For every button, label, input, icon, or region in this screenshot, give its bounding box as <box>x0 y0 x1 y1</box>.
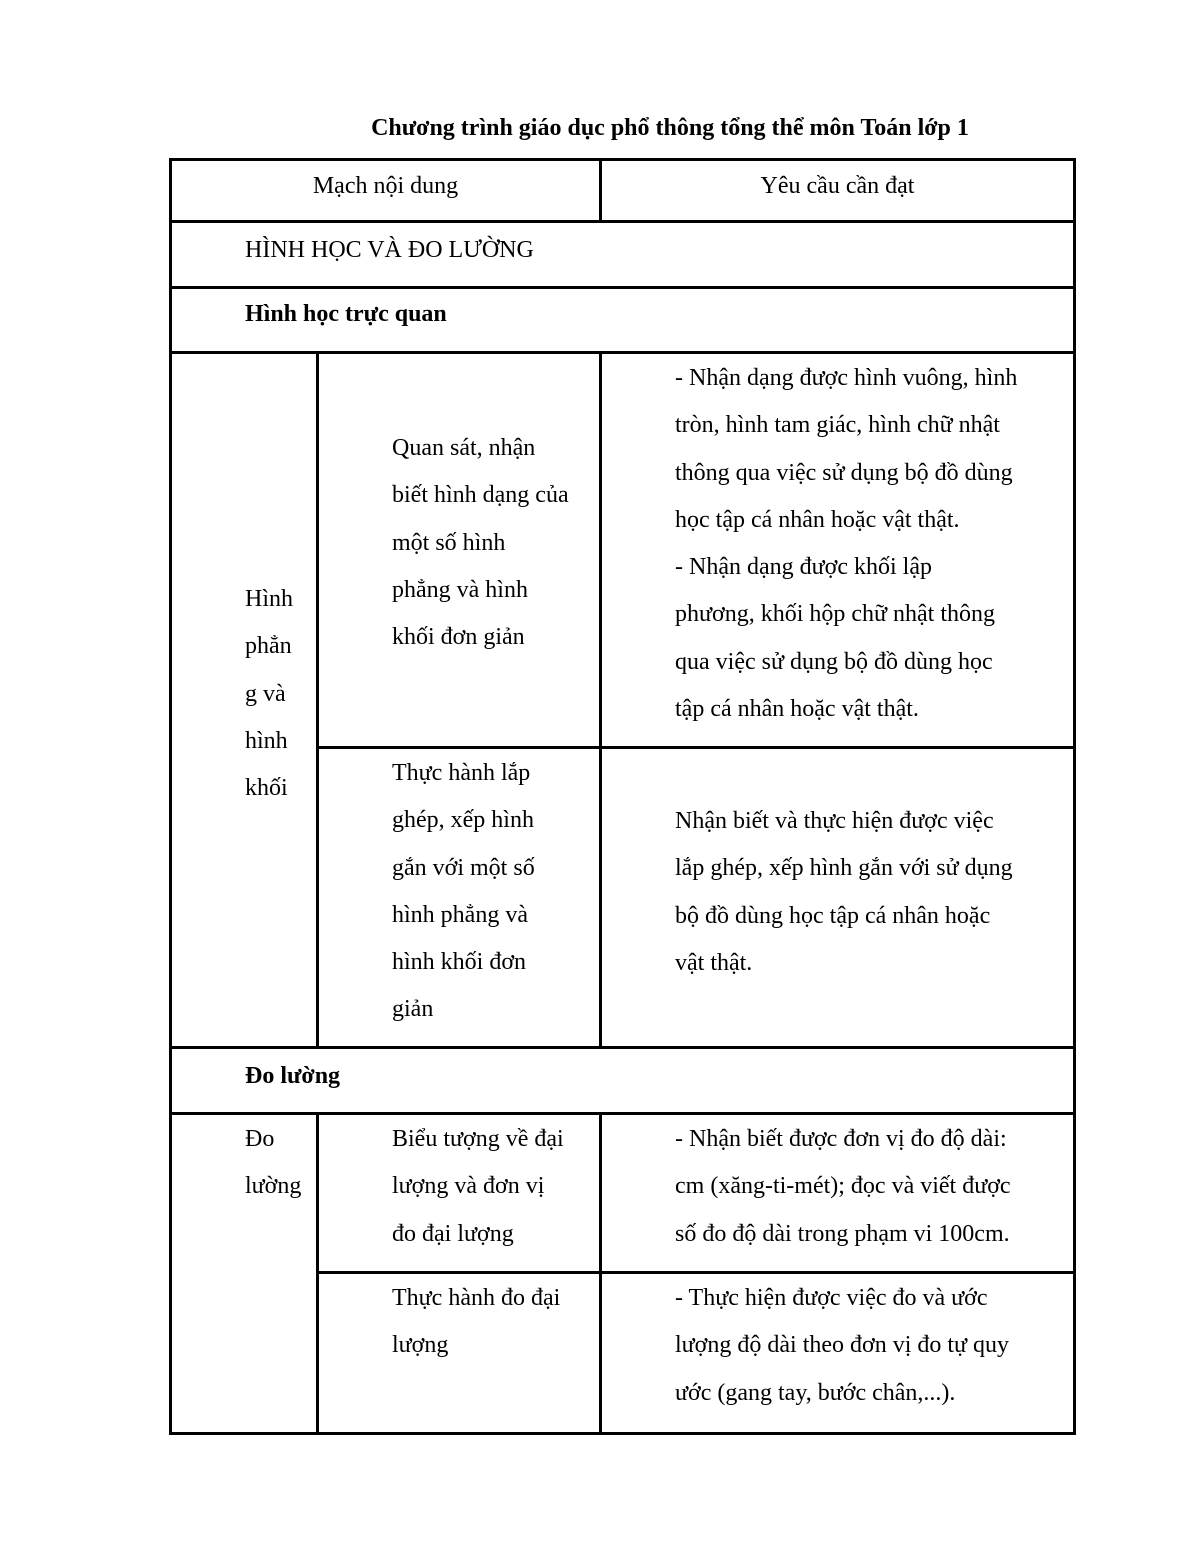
content-line: hình phẳng và <box>392 901 528 928</box>
section-title: HÌNH HỌC VÀ ĐO LƯỜNG <box>245 237 534 263</box>
topic-cell-measurement <box>245 1116 301 1211</box>
content-line: Quan sát, nhận <box>392 435 536 461</box>
requirement-line: - Nhận biết được đơn vị đo độ dài: <box>675 1126 1007 1152</box>
requirement-line: - Nhận dạng được hình vuông, hình <box>675 365 1018 391</box>
requirement-line: bộ đồ dùng học tập cá nhân hoặc <box>675 902 991 929</box>
requirement-line: ước (gang tay, bước chân,...). <box>675 1379 956 1406</box>
content-line: lượng <box>392 1332 449 1359</box>
group2-row-divider <box>316 1271 1076 1274</box>
requirement-line: lắp ghép, xếp hình gắn với sử dụng <box>675 855 1013 882</box>
group1-column-divider <box>599 351 602 1049</box>
header-content-strand: Mạch nội dung <box>312 173 459 199</box>
content-line: biết hình dạng của <box>392 482 569 509</box>
content-line: Thực hành đo đại <box>392 1285 561 1311</box>
requirement-line: Nhận biết và thực hiện được việc <box>675 808 994 834</box>
group1-row-divider <box>316 746 1076 749</box>
group-heading-measurement: Đo lường <box>245 1063 341 1089</box>
topic-line: Đo <box>245 1126 275 1152</box>
group2-heading-divider <box>169 1112 1076 1115</box>
content-cell-measure-practice <box>392 1275 560 1370</box>
requirement-line: lượng độ dài theo đơn vị đo tự quy <box>675 1332 1010 1359</box>
header-divider <box>169 220 1076 223</box>
content-line: gắn với một số <box>392 854 535 881</box>
section-divider <box>169 286 1076 289</box>
group2-topic-divider <box>316 1112 319 1435</box>
header-requirements: Yêu cầu cần đạt <box>760 173 915 199</box>
topic-line: g và <box>245 680 286 707</box>
content-cell-assemble-shapes <box>392 750 535 1034</box>
requirement-line: tròn, hình tam giác, hình chữ nhật <box>675 412 1000 439</box>
requirement-line: qua việc sử dụng bộ đồ dùng học <box>675 648 993 675</box>
content-line: khối đơn giản <box>392 624 525 651</box>
group2-column-divider <box>599 1112 602 1435</box>
content-line: Thực hành lắp <box>392 760 531 786</box>
requirement-line: học tập cá nhân hoặc vật thật. <box>675 506 960 533</box>
requirement-line: vật thật. <box>675 949 753 976</box>
content-line: giản <box>392 996 434 1023</box>
content-line: ghép, xếp hình <box>392 807 534 834</box>
curriculum-table <box>169 158 1076 1436</box>
requirement-line: - Thực hiện được việc đo và ước <box>675 1285 988 1311</box>
group-heading-geometry: Hình học trực quan <box>245 301 447 327</box>
topic-line: khối <box>245 775 288 802</box>
content-line: Biểu tượng về đại <box>392 1126 564 1152</box>
requirement-line: tập cá nhân hoặc vật thật. <box>675 696 919 723</box>
requirement-line: số đo độ dài trong phạm vi 100cm. <box>675 1220 1010 1247</box>
content-line: hình khối đơn <box>392 949 527 976</box>
topic-line: hình <box>245 727 288 754</box>
requirement-cell-quantity-units <box>675 1116 1011 1258</box>
topic-line: lường <box>245 1173 302 1200</box>
table-border-right <box>1073 158 1076 1435</box>
content-line: phẳng và hình <box>392 576 528 603</box>
table-border-top <box>169 158 1076 161</box>
requirement-cell-measure-practice <box>675 1275 1009 1417</box>
requirement-cell-observe-shapes <box>675 355 1017 733</box>
content-cell-quantity-units <box>392 1116 564 1258</box>
topic-cell-shapes <box>245 576 293 812</box>
requirement-line: phương, khối hộp chữ nhật thông <box>675 601 996 628</box>
table-border-bottom <box>169 1432 1076 1435</box>
table-border-left <box>169 158 172 1435</box>
group2-heading-top-divider <box>169 1046 1076 1049</box>
group1-heading-divider <box>169 351 1076 354</box>
content-cell-observe-shapes <box>392 425 569 661</box>
topic-line: phẳn <box>245 633 292 660</box>
topic-line: Hình <box>245 586 293 612</box>
requirement-line: - Nhận dạng được khối lập <box>675 554 932 581</box>
content-line: đo đại lượng <box>392 1220 514 1247</box>
page-title: Chương trình giáo dục phổ thông tổng thể môn Toán lớp 1 <box>371 115 969 141</box>
requirement-line: cm (xăng-ti-mét); đọc và viết được <box>675 1173 1011 1200</box>
requirement-line: thông qua việc sử dụng bộ đồ dùng <box>675 459 1013 486</box>
content-line: một số hình <box>392 529 506 556</box>
requirement-cell-assemble-shapes <box>675 798 1013 987</box>
content-line: lượng và đơn vị <box>392 1173 545 1200</box>
group1-topic-divider <box>316 351 319 1049</box>
